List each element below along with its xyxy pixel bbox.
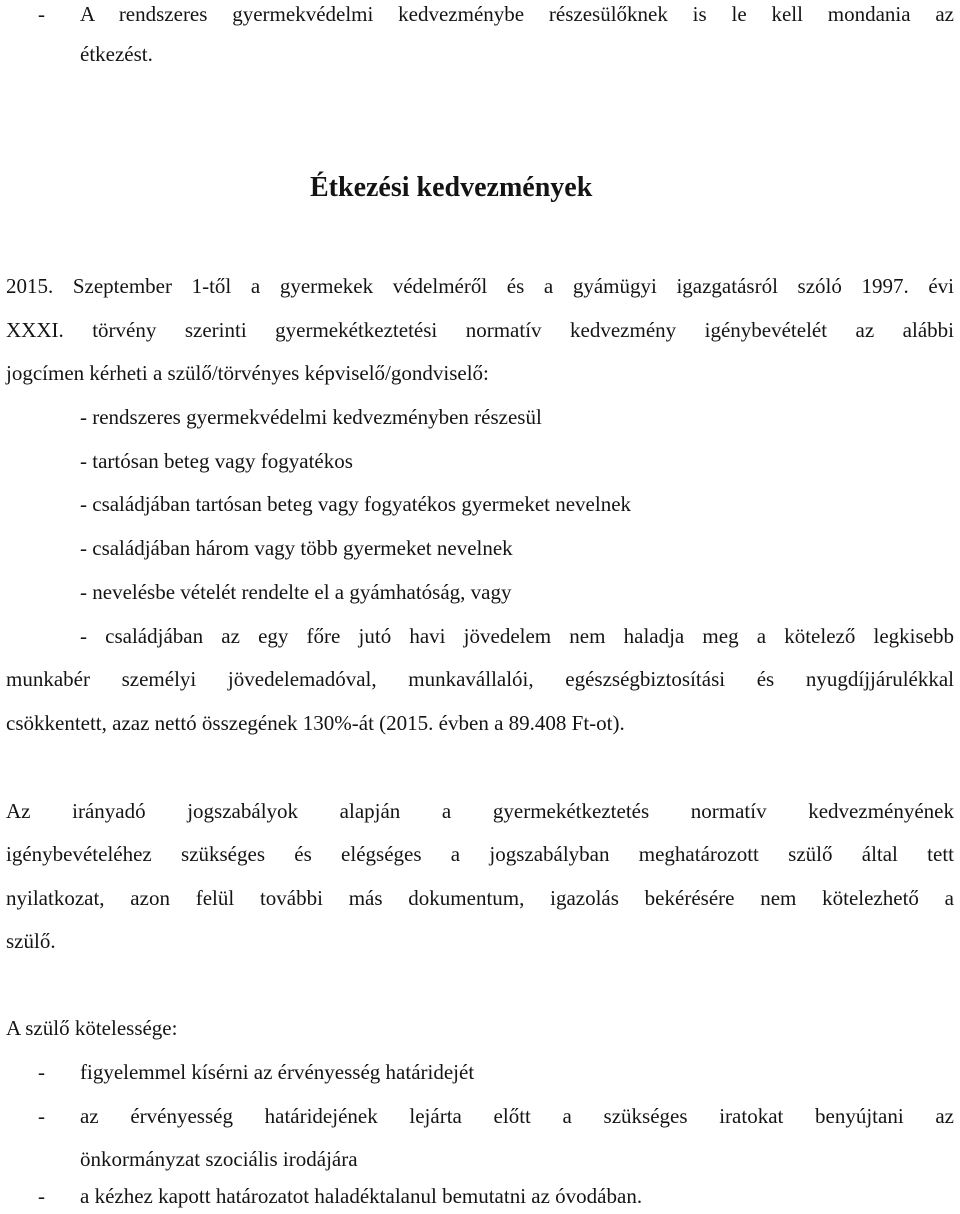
list-dash: - xyxy=(38,2,45,26)
condition-item: - rendszeres gyermekvédelmi kedvezményben részesül xyxy=(80,405,542,429)
declaration-line-1: Az irányadó jogszabályok alapján a gyermekétkeztetés normatív kedvezményének xyxy=(6,801,954,823)
list-dash: - xyxy=(38,1104,45,1128)
duty-item-3: a kézhez kapott határozatot haladéktalanul bemutatni az óvodában. xyxy=(80,1184,643,1208)
duty-item-2-line-2: önkormányzat szociális irodájára xyxy=(80,1147,358,1171)
intro-item-line-2: étkezést. xyxy=(80,42,153,66)
law-paragraph-line-2: XXXI. törvény szerinti gyermekétkeztetési normatív kedvezmény igénybevételét az alábbi xyxy=(6,320,954,342)
income-continuation-line-1: munkabér személyi jövedelemadóval, munkavállalói, egészségbiztosítási és nyugdíjjárulékkal xyxy=(6,669,954,691)
law-paragraph-line-3: jogcímen kérheti a szülő/törvényes képviselő/gondviselő: xyxy=(6,361,489,385)
condition-item: - tartósan beteg vagy fogyatékos xyxy=(80,449,353,473)
condition-item: - családjában tartósan beteg vagy fogyatékos gyermeket nevelnek xyxy=(80,492,632,516)
duty-item-2-line-1: az érvényesség határidejének lejárta előtt a szükséges iratokat benyújtani az xyxy=(80,1106,954,1128)
duty-item-1: figyelemmel kísérni az érvényesség határidejét xyxy=(80,1060,475,1084)
declaration-line-4: szülő. xyxy=(6,929,56,953)
condition-item: - családjában három vagy több gyermeket nevelnek xyxy=(80,536,513,560)
list-dash: - xyxy=(38,1184,45,1208)
condition-item: - családjában az egy főre jutó havi jövedelem nem haladja meg a kötelező legkisebb xyxy=(80,626,954,648)
condition-item: - nevelésbe vételét rendelte el a gyámhatóság, vagy xyxy=(80,580,512,604)
declaration-line-3: nyilatkozat, azon felül további más dokumentum, igazolás bekérésére nem kötelezhető a xyxy=(6,888,954,910)
list-dash: - xyxy=(38,1060,45,1084)
intro-item-line-1: A rendszeres gyermekvédelmi kedvezménybe részesülőknek is le kell mondania az xyxy=(80,4,954,26)
income-continuation-line-2: csökkentett, azaz nettó összegének 130%-át (2015. évben a 89.408 Ft-ot). xyxy=(6,711,625,735)
duties-heading: A szülő kötelessége: xyxy=(6,1016,178,1040)
declaration-line-2: igénybevételéhez szükséges és elégséges a jogszabályban meghatározott szülő által tett xyxy=(6,844,954,866)
law-paragraph-line-1: 2015. Szeptember 1-től a gyermekek védelméről és a gyámügyi igazgatásról szóló 1997. évi xyxy=(6,276,954,298)
page-title: Étkezési kedvezmények xyxy=(310,172,593,203)
